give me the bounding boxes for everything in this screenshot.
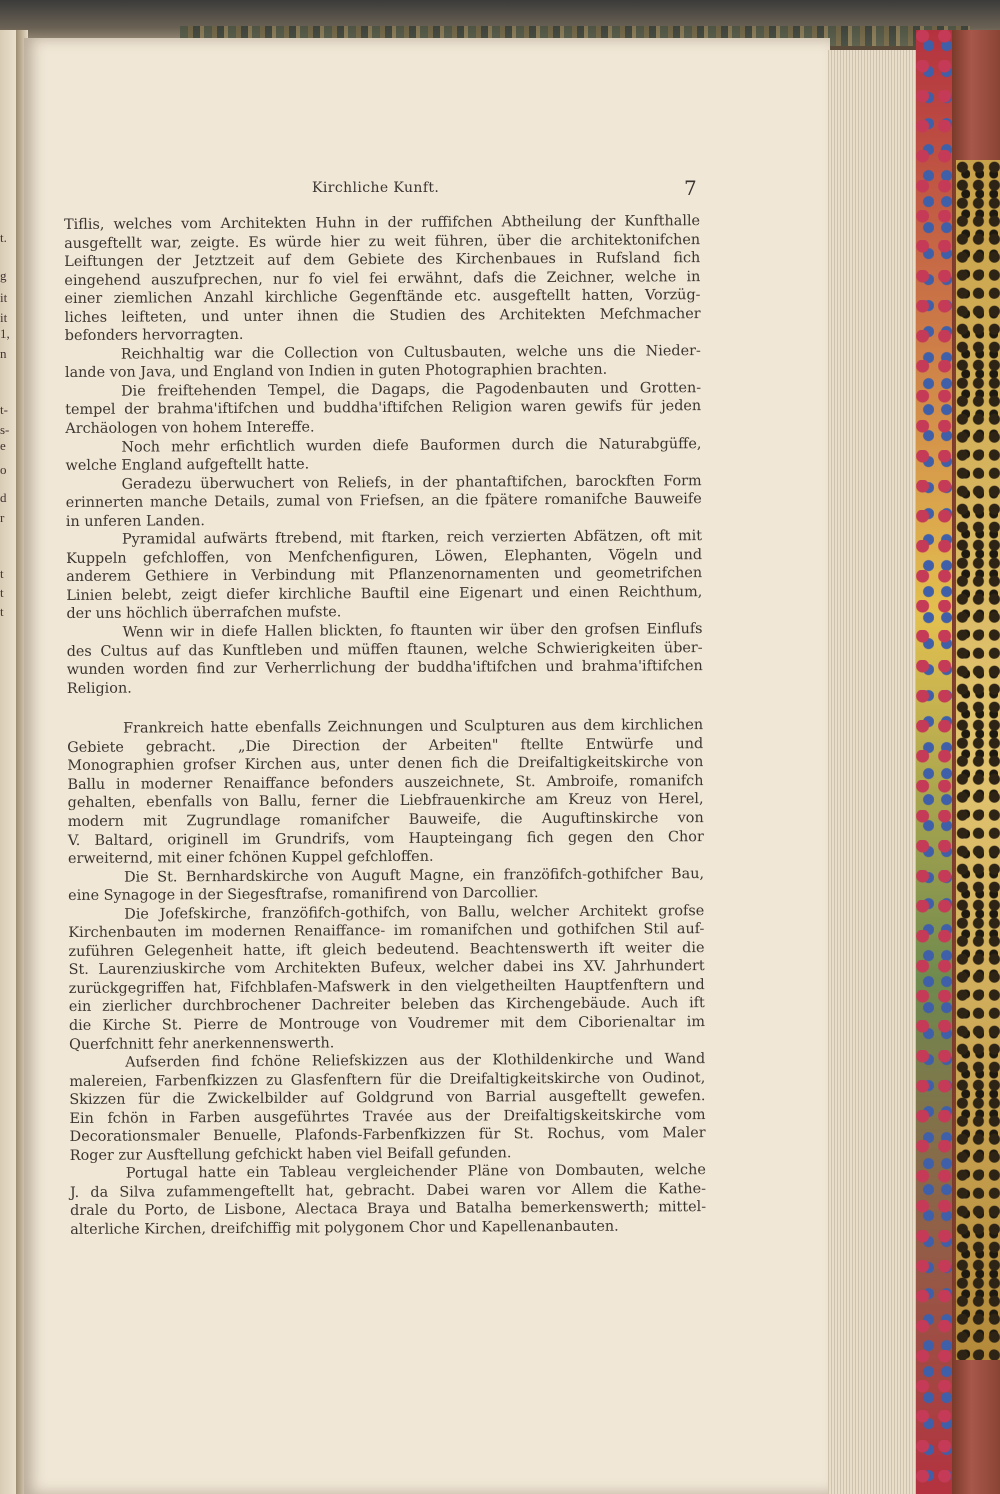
text-line: Pyramidal aufwärts ftrebend, mit ftarken, reich verzierten Abfätzen, oft mit [121, 528, 703, 548]
previous-page-text-fragment: e [0, 438, 6, 453]
text-line: befonders hervorragten. [64, 327, 244, 345]
previous-page-text-fragment: o [0, 462, 7, 477]
previous-page-text-fragment: n [0, 346, 7, 361]
paragraph [65, 435, 701, 476]
text-line: der uns höchlich überrafchen mufste. [66, 604, 342, 623]
text-line: zurückgegriffen hat, Fifchblafen-Mafswerk in den vielgetheilten Hauptfenftern und [68, 976, 705, 997]
text-line: Kuppeln gefchloffen, von Menfchenfiguren, Löwen, Elephanten, Vögeln und [66, 546, 703, 567]
previous-page-text-fragment: 1, [0, 326, 10, 341]
text-line: Wenn wir in diefe Hallen blickten, fo ftaunten wir über den grofsen Einflufs [122, 621, 703, 641]
previous-page-text-fragment: it [0, 310, 8, 325]
paragraph [66, 472, 702, 532]
text-line: Gebiete gebracht. „Die Direction der Arbeiten" ftellte Entwürfe und [67, 735, 704, 756]
paragraph [70, 1161, 706, 1239]
paragraph [65, 342, 701, 383]
text-line: ein zierlicher durchbrochener Dachreiter beleben das Kirchengebäude. Auch ift [68, 995, 705, 1016]
text-line: Portugal hatte ein Tableau vergleichender Pläne von Dombauten, welche [125, 1162, 706, 1182]
text-line: malereien, Farbenfkizzen zu Glasfenftern für die Dreifaltigkeitskirche von Oudinot, [69, 1069, 706, 1090]
previous-page-text-fragment: r [0, 510, 5, 525]
text-line: Die St. Bernhardskirche von Auguft Magne, ein franzöfifch-gothifcher Bau, [123, 865, 705, 886]
paragraph [66, 620, 702, 698]
text-line: Skizzen für die Zwickelbilder auf Goldgrund von Barrial ausgeftellt gewefen. [69, 1088, 706, 1109]
text-line: ausgeftellt war, zeigte. Es würde hier zu weit führen, über die architektonifchen [64, 231, 701, 252]
previous-page-text-fragment: g [0, 268, 7, 283]
text-line: einer ziemlichen Anzahl kirchliche Gegenftände etc. ausgeftellt hatten, Vorzüg- [64, 287, 701, 308]
running-head: Kirchliche Kunft. [312, 180, 440, 196]
text-line: zuführen Gelegenheit hatte, ift gleich bedeutend. Beachtenswerth ift weiter die [68, 939, 705, 960]
previous-page-edge [0, 30, 16, 1494]
text-line: Die freiftehenden Tempel, die Dagaps, die Pagodenbauten und Grotten- [121, 380, 702, 400]
text-line: erinnerten manche Details, zumal von Friefsen, an die fpätere romanifche Bauweife [65, 491, 702, 512]
text-line: Die Jofefskirche, franzöfifch-gothifch, von Ballu, welcher Architekt grofse [124, 902, 705, 923]
text-line: Archäologen von hohem Intereffe. [65, 419, 315, 438]
text-line: Reichhaltig war die Collection von Cultusbauten, welche uns die Nieder- [120, 342, 701, 363]
text-line: Aufserden find fchöne Reliefskizzen aus der Klothildenkirche und Wand [125, 1051, 706, 1071]
marbled-fore-edge [916, 30, 956, 1494]
text-line: erweiternd, mit einer fchönen Kuppel gefchloffen. [67, 848, 434, 868]
paragraph [65, 379, 701, 439]
previous-page-text-fragment: d [0, 490, 7, 505]
text-line: lande von Java, und England von Indien in guten Photographien brachten. [64, 362, 608, 382]
text-line: Monographien grofser Kirchen aus, unter denen fich die Dreifaltigkeitskirche von [67, 754, 704, 775]
body-text [64, 212, 706, 1239]
text-line: in unferen Landen. [65, 512, 205, 530]
previous-page-text-fragment: it [0, 290, 8, 305]
text-line: die Kirche St. Pierre de Montrouge von Voudremer mit dem Ciborienaltar im [68, 1014, 705, 1034]
text-line: Frankreich hatte ebenfalls Zeichnungen und Sculpturen aus dem kirchlichen [123, 717, 704, 737]
text-line: Geradezu überwuchert von Reliefs, in der phantaftifchen, barockften Form [121, 472, 702, 493]
previous-page-text-fragment: s- [0, 422, 10, 437]
text-line: J. da Silva zufammengeftellt hat, gebracht. Dabei waren vor Allem die Kathe- [69, 1180, 707, 1201]
paragraph [64, 212, 701, 346]
text-line: drale du Porto, de Lisbone, Alectaca Braya und Batalha bemerkenswerth; mittel- [70, 1199, 707, 1220]
previous-page-text-fragment: t [0, 585, 4, 600]
text-line: Ein fchön in Farben ausgeführtes Travée aus der Dreifaltigskeitskirche vom [69, 1106, 706, 1127]
paragraph [68, 902, 705, 1054]
previous-page-text-fragment: t [0, 604, 4, 619]
previous-page-text-fragment: t- [0, 402, 8, 417]
text-line: Religion. [66, 680, 132, 697]
text-line: Ballu in moderner Renaiffance befonders auszeichnete, St. Ambroife, romanifch [67, 772, 704, 793]
text-line: Kirchenbauten im modernen Renaiffance- im romanifchen und gothifchen Stil auf- [68, 921, 705, 942]
previous-page-text-fragment: t [0, 566, 4, 581]
marbled-cover-paper [956, 160, 1000, 1360]
text-line: St. Laurenziuskirche vom Architekten Bufeux, welcher dabei ins XV. Jahrhundert [68, 958, 705, 979]
text-line: Querfchnitt fehr anerkennenswerth. [69, 1034, 335, 1053]
paragraph [66, 527, 703, 624]
text-line: welche England aufgeftellt hatte. [65, 456, 310, 475]
text-line: eingehend auszufprechen, nur fo viel fei erwähnt, dafs die Zeichner, welche in [64, 268, 701, 289]
page-block-edge [828, 50, 924, 1494]
text-line: anderem Gethiere in Verbindung mit Pflanzenornamenten und geometrifchen [66, 565, 703, 586]
text-line: gehalten, ebenfalls von Ballu, ferner die Liebfrauenkirche am Kreuz von Herel, [67, 791, 704, 812]
text-line: liches leifteten, und unter ihnen die Studien des Architekten Mefchmacher [64, 305, 701, 326]
paragraph [68, 865, 704, 906]
text-line: V. Baltard, originell im Grundrifs, vom Haupteingang fich gegen den Chor [67, 828, 704, 849]
page-header [312, 176, 712, 204]
text-line: Roger zur Ausftellung gefchickt haben viel Beifall gefunden. [69, 1145, 512, 1164]
text-line: Decorationsmaler Benuelle, Plafonds-Farbenfkizzen für St. Rochus, vom Maler [69, 1125, 706, 1146]
text-line: alterliche Kirchen, dreifchiffig mit polygonem Chor und Kapellenanbauten. [70, 1218, 619, 1238]
text-line: modern mit Zugrundlage romanifcher Bauweife, die Auguftinskirche von [67, 810, 704, 830]
text-line: Linien belebt, zeigt diefer kirchliche Bauftil eine Eigenart und einen Reichthum, [66, 584, 703, 604]
text-line: des Cultus auf das Kunftleben und müffen ftaunen, welche Schwierigkeiten über- [66, 639, 703, 660]
text-line: Noch mehr erfichtlich wurden diefe Bauformen durch die Naturabgüffe, [121, 435, 702, 456]
previous-page-text-fragment: t. [0, 230, 7, 245]
paragraph [67, 716, 704, 868]
paragraph [69, 1050, 706, 1165]
text-line: Leiftungen der Jetztzeit auf dem Gebiete des Kirchenbaues in Rufsland fich [64, 250, 701, 271]
text-line: wunden worden find zur Verherrlichung der buddha'iftifchen und brahma'iftifchen [66, 658, 703, 679]
text-line: Tiflis, welches vom Architekten Huhn in der ruffifchen Abtheilung der Kunfthalle [64, 213, 701, 233]
text-line: eine Synagoge in der Siegesftrafse, romanifirend von Darcollier. [68, 885, 539, 905]
text-line: tempel der brahma'iftifchen und buddha'iftifchen Religion waren gewifs für jeden [65, 398, 702, 419]
page-number: 7 [684, 176, 697, 200]
